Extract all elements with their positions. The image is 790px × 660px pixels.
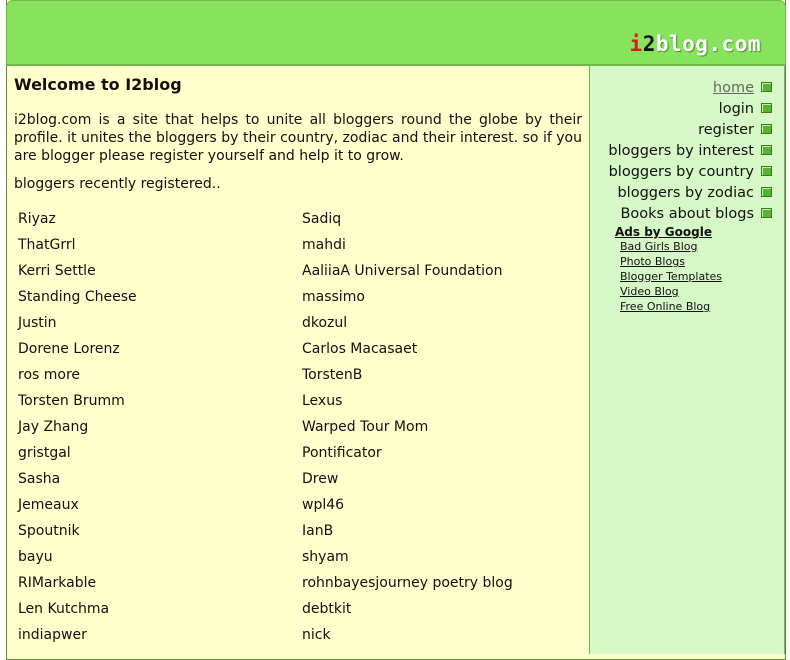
ads-list xyxy=(615,239,722,314)
nav-item-register[interactable] xyxy=(608,120,772,141)
nav-item-bloggers-by-zodiac[interactable] xyxy=(608,183,772,204)
nav-item-bloggers-by-interest[interactable] xyxy=(608,141,772,162)
blogger-link[interactable]: nick xyxy=(302,627,331,643)
blogger-link[interactable]: rohnbayesjourney poetry blog xyxy=(302,575,513,591)
blogger-link[interactable]: Warped Tour Mom xyxy=(302,419,429,435)
blogger-link[interactable]: Spoutnik xyxy=(18,523,80,539)
nav-item-label: login xyxy=(718,101,754,117)
main-content xyxy=(7,65,590,654)
ads-title[interactable]: Ads by Google xyxy=(615,225,712,239)
blogger-link[interactable]: Sasha xyxy=(18,471,61,487)
blogger-link[interactable]: shyam xyxy=(302,549,349,565)
ad-link[interactable]: Video Blog xyxy=(620,285,679,298)
logo-part-blog: blog.com xyxy=(655,32,761,56)
blogger-link[interactable]: Lexus xyxy=(302,393,343,409)
bullet-icon xyxy=(761,208,772,218)
blogger-link[interactable]: Drew xyxy=(302,471,339,487)
nav-item-label: bloggers by zodiac xyxy=(617,185,754,201)
logo-part-2: 2 xyxy=(642,32,656,56)
intro-text: i2blog.com is a site that helps to unite all bloggers round the globe by their profile. it unites the bloggers by their country, zodiac and their interest. so if you are blogger please register yourself and help it to grow. xyxy=(14,112,582,164)
ad-link[interactable]: Free Online Blog xyxy=(620,300,711,313)
blogger-link[interactable]: TorstenB xyxy=(302,367,363,383)
blogger-link[interactable]: Torsten Brumm xyxy=(18,393,125,409)
sidebar xyxy=(590,65,785,654)
ad-link[interactable]: Photo Blogs xyxy=(620,255,685,268)
blogger-link[interactable]: Kerri Settle xyxy=(18,263,96,279)
blogger-link[interactable]: Jay Zhang xyxy=(18,419,89,435)
bloggers-column-right xyxy=(302,209,513,651)
header xyxy=(6,0,786,65)
blogger-link[interactable]: bayu xyxy=(18,549,53,565)
nav-item-label: home xyxy=(712,80,754,96)
blogger-link[interactable]: IanB xyxy=(302,523,334,539)
nav-item-label: bloggers by country xyxy=(608,164,754,180)
nav-item-label: register xyxy=(698,122,754,138)
bullet-icon xyxy=(761,82,772,92)
google-ads xyxy=(615,225,722,314)
blogger-link[interactable]: Standing Cheese xyxy=(18,289,137,305)
bullet-icon xyxy=(761,145,772,155)
blogger-link[interactable]: RIMarkable xyxy=(18,575,97,591)
nav-item-login[interactable] xyxy=(608,99,772,120)
page-title: Welcome to I2blog xyxy=(14,75,182,94)
blogger-link[interactable]: Dorene Lorenz xyxy=(18,341,120,357)
blogger-link[interactable]: Riyaz xyxy=(18,211,56,227)
blogger-link[interactable]: mahdi xyxy=(302,237,346,253)
blogger-link[interactable]: dkozul xyxy=(302,315,348,331)
blogger-link[interactable]: massimo xyxy=(302,289,365,305)
bullet-icon xyxy=(761,124,772,134)
blogger-link[interactable]: Carlos Macasaet xyxy=(302,341,418,357)
blogger-link[interactable]: AaliiaA Universal Foundation xyxy=(302,263,503,279)
ad-link[interactable]: Blogger Templates xyxy=(620,270,723,283)
bloggers-column-left xyxy=(18,209,137,651)
blogger-link[interactable]: Len Kutchma xyxy=(18,601,110,617)
bullet-icon xyxy=(761,103,772,113)
nav-item-home[interactable] xyxy=(608,78,772,99)
nav-item-bloggers-by-country[interactable] xyxy=(608,162,772,183)
blogger-link[interactable]: Pontificator xyxy=(302,445,382,461)
logo-part-i: i xyxy=(629,32,643,56)
blogger-link[interactable]: ThatGrrl xyxy=(18,237,76,253)
bullet-icon xyxy=(761,166,772,176)
site-logo[interactable] xyxy=(630,32,761,56)
nav-item-label: Books about blogs xyxy=(620,206,754,222)
nav-item-label: bloggers by interest xyxy=(608,143,754,159)
blogger-link[interactable]: ros more xyxy=(18,367,81,383)
blogger-link[interactable]: Jemeaux xyxy=(18,497,79,513)
nav-item-books-about-blogs[interactable] xyxy=(608,204,772,225)
blogger-link[interactable]: indiapwer xyxy=(18,627,87,643)
blogger-link[interactable]: gristgal xyxy=(18,445,71,461)
ad-link[interactable]: Bad Girls Blog xyxy=(620,240,698,253)
sidebar-nav xyxy=(608,78,772,225)
blogger-link[interactable]: debtkit xyxy=(302,601,352,617)
blogger-link[interactable]: Justin xyxy=(18,315,57,331)
blogger-link[interactable]: wpl46 xyxy=(302,497,345,513)
blogger-link[interactable]: Sadiq xyxy=(302,211,342,227)
recent-label: bloggers recently registered.. xyxy=(14,176,221,192)
bullet-icon xyxy=(761,187,772,197)
